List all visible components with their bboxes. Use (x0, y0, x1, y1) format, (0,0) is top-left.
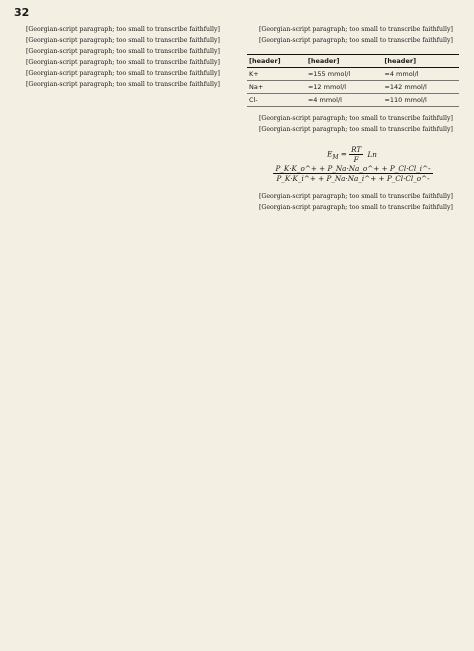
table-cell: Cl- (247, 93, 306, 106)
paragraph: [Georgian-script paragraph; too small to transcribe faithfully] (259, 26, 453, 33)
table-cell: ≈12 mmol/l (306, 80, 383, 93)
ion-concentration-table (247, 54, 459, 107)
paragraph: [Georgian-script paragraph; too small to transcribe faithfully] (26, 80, 220, 88)
table-row (247, 93, 459, 106)
ln-operator: Ln (367, 149, 377, 159)
left-column (14, 26, 226, 91)
paragraph: [Georgian-script paragraph; too small to transcribe faithfully] (259, 192, 453, 200)
table-header: [header] (306, 54, 383, 67)
table-header: [header] (247, 54, 306, 67)
goldman-equation (247, 145, 459, 183)
rt-over-f (349, 145, 363, 164)
table-header: [header] (382, 54, 459, 67)
rt-denominator: F (353, 154, 359, 164)
equation-lhs-sub: M (332, 153, 339, 161)
ratio-numerator: P_K·K_o^+ + P_Na·Na_o^+ + P_Cl·Cl_i^- (275, 163, 431, 173)
table-cell: ≈155 mmol/l (306, 67, 383, 80)
table-row (247, 80, 459, 93)
table-cell: K+ (247, 67, 306, 80)
table-cell: Na+ (247, 80, 306, 93)
paragraph: [Georgian-script paragraph; too small to transcribe faithfully] (259, 125, 453, 133)
paragraph: [Georgian-script paragraph; too small to transcribe faithfully] (26, 58, 220, 66)
paragraph: [Georgian-script paragraph; too small to transcribe faithfully] (26, 36, 220, 44)
table-cell: ≈4 mmol/l (306, 93, 383, 106)
right-column (247, 26, 459, 214)
ratio-denominator: P_K·K_i^+ + P_Na·Na_i^+ + P_Cl·Cl_o^- (276, 173, 430, 183)
table-cell: ≈142 mmol/l (382, 80, 459, 93)
paragraph: [Georgian-script paragraph; too small to transcribe faithfully] (26, 47, 220, 55)
paragraph: [Georgian-script paragraph; too small to transcribe faithfully] (259, 203, 453, 211)
table-cell: ≈110 mmol/l (382, 93, 459, 106)
page-number: 32 (14, 6, 30, 19)
paragraph: [Georgian-script paragraph; too small to transcribe faithfully] (26, 26, 220, 33)
paragraph: [Georgian-script paragraph; too small to transcribe faithfully] (26, 69, 220, 77)
equation-lhs: E (327, 149, 333, 159)
paragraph: [Georgian-script paragraph; too small to transcribe faithfully] (259, 36, 453, 44)
table-header-row (247, 54, 459, 67)
table-cell: ≈4 mmol/l (382, 67, 459, 80)
equation-equals: = (340, 149, 347, 159)
rt-numerator: RT (351, 144, 362, 154)
table-row (247, 67, 459, 80)
paragraph: [Georgian-script paragraph; too small to transcribe faithfully] (259, 114, 453, 122)
permeability-ratio (273, 164, 432, 183)
